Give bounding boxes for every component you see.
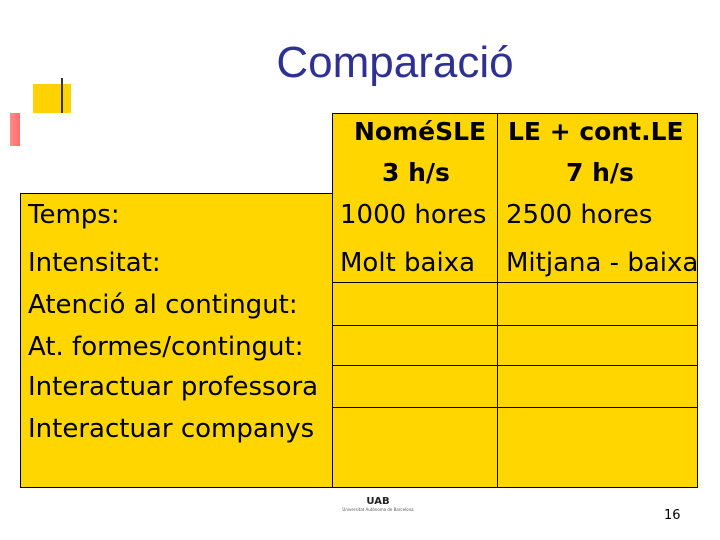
row-label-temps: Temps:: [28, 200, 120, 230]
row-label-atencio: Atenció al contingut:: [28, 290, 298, 320]
slide-title: Comparació: [276, 38, 514, 87]
page-number: 16: [664, 508, 681, 523]
col1-header-line2: 3 h/s: [382, 158, 450, 187]
col2-header-line1: LE + cont.LE: [508, 117, 684, 146]
table-right-border: [697, 113, 698, 488]
cell-intensitat-col2: Mitjana - baixa: [506, 248, 699, 278]
table-left-border: [20, 193, 21, 488]
cell-temps-col2: 2500 hores: [506, 200, 653, 230]
cell-temps-col1: 1000 hores: [340, 200, 487, 230]
table-row-divider: [20, 193, 333, 194]
row-label-companys: Interactuar companys: [28, 414, 315, 444]
row-label-professora: Interactuar professora: [28, 372, 319, 402]
cell-intensitat-col1: Molt baixa: [340, 248, 476, 278]
logo-text: UAB: [366, 496, 390, 507]
row-label-intensitat: Intensitat:: [28, 248, 161, 278]
table-row-divider: [332, 365, 698, 366]
table-header-left-white: [20, 113, 332, 193]
col2-header-line2: 7 h/s: [566, 158, 634, 187]
table-col-divider-2: [497, 113, 498, 488]
table-top-border: [332, 113, 698, 114]
row-label-formes: At. formes/contingut:: [28, 332, 304, 362]
table-row-divider: [332, 407, 698, 408]
table-row-divider: [332, 282, 698, 283]
table-bottom-border: [20, 487, 698, 488]
university-logo: [342, 497, 414, 515]
logo-subtext: Universitat Autònoma de Barcelona: [342, 507, 414, 512]
col1-header-line1: NoméSLE: [354, 117, 487, 146]
table-col-divider-1: [332, 113, 333, 488]
table-row-divider: [332, 325, 698, 326]
